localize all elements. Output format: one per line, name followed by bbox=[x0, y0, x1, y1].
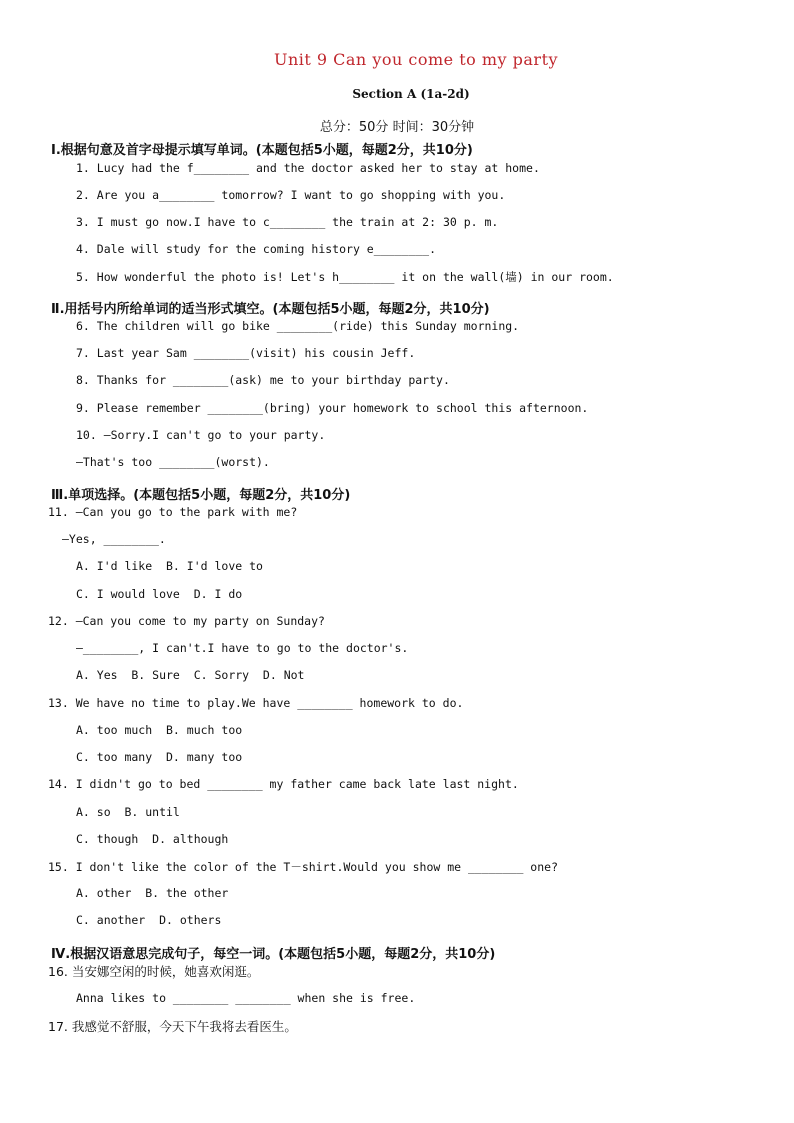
question-15-options-cd: C. another D. others bbox=[76, 913, 222, 927]
question-6: 6. The children will go bike ________(ride) this Sunday morning. bbox=[76, 319, 520, 333]
question-11-options-cd: C. I would love D. I do bbox=[76, 587, 243, 601]
question-11: 11. —Can you go to the park with me? bbox=[48, 505, 298, 519]
question-3: 3. I must go now.I have to c________ the train at 2: 30 p. m. bbox=[76, 215, 499, 229]
question-13-options-cd: C. too many D. many too bbox=[76, 750, 243, 764]
part3-heading: Ⅲ.单项选择。(本题包括5小题，每题2分，共10分) bbox=[51, 488, 351, 503]
page-title: Unit 9 Can you come to my party bbox=[273, 50, 559, 69]
part4-heading: Ⅳ.根据汉语意思完成句子，每空一词。(本题包括5小题，每题2分，共10分) bbox=[51, 947, 496, 962]
question-12: 12. —Can you come to my party on Sunday? bbox=[48, 614, 325, 628]
question-10-reply: —That's too ________(worst). bbox=[76, 455, 270, 469]
question-12-options: A. Yes B. Sure C. Sorry D. Not bbox=[76, 668, 305, 682]
question-4: 4. Dale will study for the coming history e________. bbox=[76, 242, 437, 256]
question-10: 10. —Sorry.I can't go to your party. bbox=[76, 428, 326, 442]
question-16-chinese: 16. 当安娜空闲的时候，她喜欢闲逛。 bbox=[48, 964, 260, 979]
question-7: 7. Last year Sam ________(visit) his cousin Jeff. bbox=[76, 346, 416, 360]
question-13: 13. We have no time to play.We have ________ homework to do. bbox=[48, 696, 464, 710]
question-11-reply: —Yes, ________. bbox=[62, 532, 166, 546]
question-13-options-ab: A. too much B. much too bbox=[76, 723, 243, 737]
question-9: 9. Please remember ________(bring) your homework to school this afternoon. bbox=[76, 401, 589, 415]
section-subtitle: Section A (1a-2d) bbox=[352, 87, 470, 101]
question-14-options-cd: C. though D. although bbox=[76, 832, 229, 846]
question-17-chinese: 17. 我感觉不舒服，今天下午我将去看医生。 bbox=[48, 1019, 297, 1034]
question-1: 1. Lucy had the f________ and the doctor asked her to stay at home. bbox=[76, 161, 540, 175]
question-14-options-ab: A. so B. until bbox=[76, 805, 180, 819]
question-5: 5. How wonderful the photo is! Let's h________ it on the wall(墙) in our room. bbox=[76, 270, 614, 284]
question-15: 15. I don't like the color of the T－shirt.Would you show me ________ one? bbox=[48, 860, 558, 874]
question-16-english: Anna likes to ________ ________ when she is free. bbox=[76, 991, 416, 1005]
question-2: 2. Are you a________ tomorrow? I want to go shopping with you. bbox=[76, 188, 506, 202]
score-time-info: 总分：50分 时间：30分钟 bbox=[319, 120, 475, 135]
question-8: 8. Thanks for ________(ask) me to your birthday party. bbox=[76, 373, 450, 387]
part1-heading: Ⅰ.根据句意及首字母提示填写单词。(本题包括5小题，每题2分，共10分) bbox=[51, 143, 473, 158]
question-14: 14. I didn't go to bed ________ my father came back late last night. bbox=[48, 777, 519, 791]
question-15-options-ab: A. other B. the other bbox=[76, 886, 229, 900]
question-12-reply: —________, I can't.I have to go to the doctor's. bbox=[76, 641, 409, 655]
question-11-options-ab: A. I'd like B. I'd love to bbox=[76, 559, 263, 573]
part2-heading: Ⅱ.用括号内所给单词的适当形式填空。(本题包括5小题，每题2分，共10分) bbox=[51, 302, 490, 317]
